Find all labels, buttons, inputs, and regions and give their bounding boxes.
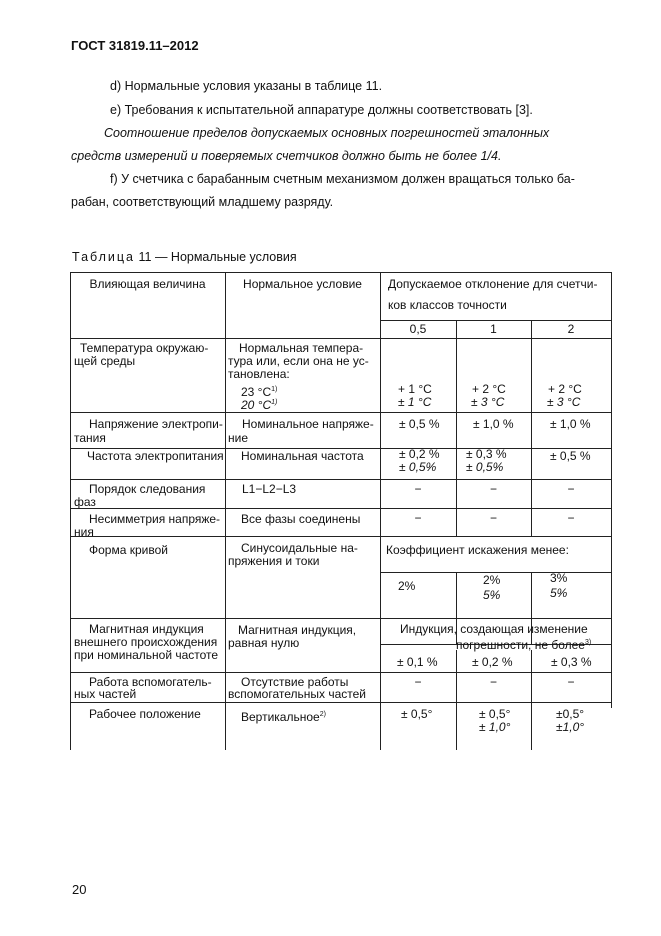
row-waveform-merged: Коэффициент искажения менее: [386,543,569,557]
row-position-class1: ± 0,5° [401,707,433,721]
table-rule [70,618,612,619]
row-magnetic-class3: ± 0,3 % [551,655,592,669]
col-header-deviation-line-2: ков классов точности [388,298,507,312]
row-waveform-class3-a: 3% [550,571,568,585]
row-voltage-class2: ± 1,0 % [473,417,514,431]
table-caption-prefix: Таблица [72,250,136,264]
row-voltage-class1: ± 0,5 % [399,417,440,431]
row-frequency-class3: ± 0,5 % [550,449,591,463]
row-magnetic-name-3: при номинальной частоте [74,648,219,662]
row-auxiliary-name-2: ных частей [74,687,137,701]
table-rule [456,320,457,536]
row-temperature-cond-3: тановлена: [228,367,290,381]
row-phase-order-name-2: фаз [74,495,96,509]
row-temperature-class1-b: ± 1 °C [398,395,432,409]
row-temperature-cond-4-text: 23 °C [241,385,272,399]
row-position-name: Рабочее положение [89,707,201,721]
table-rule [70,479,612,480]
table-rule [70,412,612,413]
row-position-class3-a: ±0,5° [556,707,585,721]
row-waveform-class3-b: 5% [550,586,568,600]
table-rule [70,702,612,703]
row-temperature-class2-b: ± 3 °C [471,395,505,409]
row-asymmetry-cond: Все фазы соединены [241,512,361,526]
page-number: 20 [72,882,87,897]
table-rule [70,338,612,339]
row-asymmetry-class3: − [567,511,575,525]
col-header-normal-condition: Нормальное условие [243,277,362,291]
row-asymmetry-class2: − [489,511,497,525]
row-voltage-cond-1: Номинальное напряже- [242,417,374,431]
row-auxiliary-cond-1: Отсутствие работы [241,675,349,689]
row-temperature-cond-4-footnote: 1) [271,386,278,393]
row-temperature-class1-a: + 1 °C [398,382,432,396]
row-temperature-name-1: Температура окружаю- [80,341,209,355]
row-voltage-cond-2: ние [228,431,249,445]
row-phase-order-name-1: Порядок следования [89,482,206,496]
row-waveform-class1: 2% [398,579,416,593]
row-frequency-class1-b: ± 0,5% [399,460,437,474]
table-rule [456,650,457,750]
row-position-class2-a: ± 0,5° [479,707,511,721]
row-auxiliary-class3: − [567,675,575,689]
row-position-cond [241,708,326,724]
row-magnetic-merged-2-footnote: 3) [584,639,592,646]
row-temperature-cond-5-footnote: 1) [271,399,278,406]
row-phase-order-class3: − [567,482,575,496]
note-line-1: Соотношение пределов допускаемых основных погрешностей эталонных [104,126,550,140]
row-voltage-name-2: тания [74,431,106,445]
row-waveform-name: Форма кривой [89,543,168,557]
row-magnetic-cond-1: Магнитная индукция, [238,623,357,637]
col-header-influence: Влияющая величина [89,277,206,291]
row-magnetic-merged-2-text: погрешности, не более [456,638,585,652]
document-header: ГОСТ 31819.11–2012 [71,38,199,53]
row-position-class2-b: ± 1,0° [479,720,511,734]
row-position-cond-text: Вертикальное [241,710,320,724]
row-auxiliary-cond-2: вспомогательных частей [228,687,366,701]
class-header-2: 2 [567,322,575,336]
table-rule [70,272,612,273]
paragraph-e: e) Требования к испытательной аппаратуре должны соответствовать [3]. [110,103,533,117]
row-frequency-class2-b: ± 0,5% [466,460,504,474]
row-asymmetry-name-2: ния [74,525,94,539]
paragraph-d: d) Нормальные условия указаны в таблице 11. [110,79,383,93]
row-temperature-cond-1: Нормальная темпера- [239,341,364,355]
row-magnetic-cond-2: равная нулю [228,636,300,650]
row-waveform-cond-2: пряжения и токи [228,554,320,568]
table-rule [531,650,532,750]
row-magnetic-class1: ± 0,1 % [397,655,438,669]
row-magnetic-class2: ± 0,2 % [472,655,513,669]
row-position-class3-b: ±1,0° [556,720,585,734]
paragraph-f-line-2: рабан, соответствующий младшему разряду. [71,195,334,209]
note-line-2: средств измерений и поверяемых счетчиков должно быть не более 1/4. [71,149,502,163]
row-voltage-class3: ± 1,0 % [550,417,591,431]
row-waveform-class2-a: 2% [483,573,501,587]
row-position-cond-footnote: 2) [319,711,326,718]
row-phase-order-class2: − [489,482,497,496]
row-temperature-class3-a: + 2 °C [548,382,582,396]
row-phase-order-class1: − [414,482,422,496]
row-magnetic-merged-2 [456,636,591,652]
row-temperature-cond-2: тура или, если она не ус- [228,354,369,368]
row-auxiliary-class1: − [414,675,422,689]
row-frequency-cond: Номинальная частота [241,449,364,463]
col-header-deviation-line-1: Допускаемое отклонение для счетчи- [388,277,598,291]
row-phase-order-cond: L1−L2−L3 [242,482,297,496]
row-frequency-name: Частота электропитания [87,449,224,463]
row-frequency-class1-a: ± 0,2 % [399,447,440,461]
row-frequency-class2-a: ± 0,3 % [466,447,507,461]
table-rule [70,672,612,673]
row-waveform-class2-b: 5% [483,588,501,602]
row-auxiliary-class2: − [489,675,497,689]
row-magnetic-merged-1: Индукция, создающая изменение [400,622,588,636]
table-rule [70,272,71,750]
table-rule [531,320,532,536]
table-caption-title: 11 — Нормальные условия [135,250,297,264]
table-caption [72,250,297,264]
normal-conditions-table [70,272,612,750]
row-asymmetry-name-1: Несимметрия напряже- [89,512,221,526]
row-auxiliary-name-1: Работа вспомогатель- [89,675,212,689]
row-waveform-cond-1: Синусоидальные на- [241,541,358,555]
row-temperature-cond-5-text: 20 °C [241,398,272,412]
table-rule [70,536,612,537]
row-magnetic-name-2: внешнего происхождения [74,635,218,649]
row-magnetic-name-1: Магнитная индукция [89,622,204,636]
row-voltage-name-1: Напряжение электропи- [89,417,223,431]
row-temperature-class2-a: + 2 °C [472,382,506,396]
table-rule [225,272,226,750]
row-asymmetry-class1: − [414,511,422,525]
row-temperature-name-2: щей среды [74,354,136,368]
class-header-0-5: 0,5 [409,322,427,336]
row-temperature-cond-5 [241,396,277,412]
paragraph-f-line-1: f) У счетчика с барабанным счетным механизмом должен вращаться только ба- [110,172,575,186]
row-temperature-class3-b: ± 3 °C [547,395,581,409]
table-rule [380,320,612,321]
table-rule [70,508,612,509]
class-header-1: 1 [490,322,497,336]
